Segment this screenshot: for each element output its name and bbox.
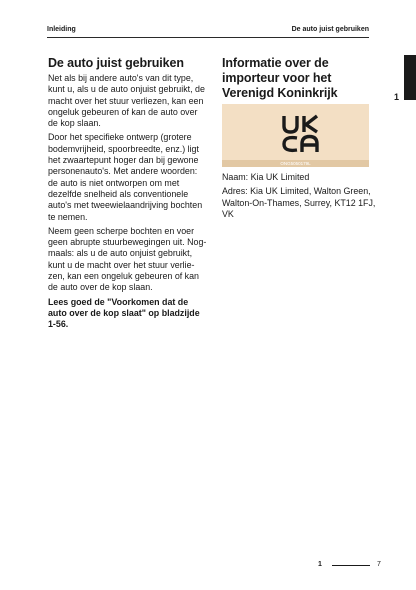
footer-divider <box>332 565 370 566</box>
right-column <box>222 56 384 220</box>
header-section: Inleiding <box>47 26 76 33</box>
chapter-tab-number: 1 <box>394 92 400 102</box>
paragraph: Door het specifieke ontwerp (grotere bodemvrijheid, spoorbreedte, enz.) ligt het zwaartepunt hoger dan bij gewone personenauto's. Met andere woorden: de auto is niet ontworpen om met dezelfde snelheid als conventionele auto's met tweewielaandrijving bochten te nemen. <box>48 132 203 222</box>
page-header <box>47 0 369 38</box>
footer-chapter-number: 1 <box>318 561 322 568</box>
paragraph: Neem geen scherpe bochten en voer geen abrupte stuurbewegingen uit. Nog-maals: als u de auto onjuist gebruikt, kunt u de macht over het stuur verlie-zen, kan een ongeluk gebeuren of kan de auto over de kop slaan. <box>48 225 207 293</box>
ukca-logo-icon <box>282 114 320 154</box>
header-title: De auto juist gebruiken <box>291 26 369 33</box>
ukca-mark-figure <box>222 104 369 167</box>
section-heading: Informatie over de importeur voor het Verenigd Koninkrijk <box>222 56 338 100</box>
section-heading: De auto juist gebruiken <box>48 56 184 70</box>
left-column <box>48 56 208 334</box>
cross-reference-note: Lees goed de "Voorkomen dat de auto over de kop slaat" op bladzijde 1-56. <box>48 296 200 330</box>
footer-page-number: 7 <box>377 561 381 568</box>
paragraph: Net als bij andere auto's van dit type, kunt u, als u de auto onjuist gebruikt, de macht over het stuur verliezen, kan een ongeluk gebeuren of kan de auto over de kop slaan. <box>48 73 205 129</box>
figure-caption-code: ONG5050179L <box>222 160 369 167</box>
importer-address: Adres: Kia UK Limited, Walton Green, Walton-On-Thames, Surrey, KT12 1FJ, VK <box>222 186 376 219</box>
importer-name: Naam: Kia UK Limited <box>222 172 310 182</box>
chapter-side-tab <box>404 55 416 100</box>
